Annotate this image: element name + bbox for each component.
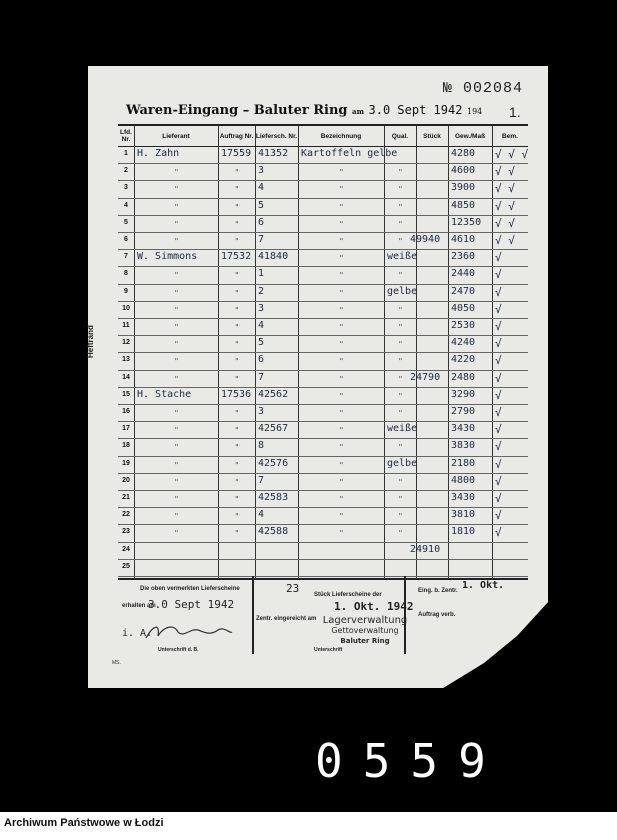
row-number: 2 — [124, 167, 128, 175]
cell-gewicht: 3810 — [451, 509, 476, 521]
header-col-liefersch: Liefersch. Nr. — [255, 132, 298, 140]
form-footer — [118, 576, 528, 654]
cell-qual: " — [398, 495, 403, 504]
cell-qual: " — [398, 357, 403, 367]
cell-auftrag: " — [234, 374, 240, 384]
cell-auftrag: " — [234, 495, 240, 504]
cell-bezeichnung: " — [339, 426, 344, 436]
cell-stueck: 24910 — [410, 543, 441, 555]
cell-qual: gelbe — [387, 285, 418, 297]
cell-auftrag: 17532 — [221, 251, 252, 263]
cell-qual: " — [398, 271, 403, 281]
cell-bezeichnung: " — [339, 357, 344, 367]
row-number: 13 — [122, 356, 130, 364]
row-number: 10 — [122, 304, 130, 312]
cell-qual: " — [398, 477, 403, 487]
cell-auftrag: " — [234, 288, 240, 298]
table-row — [118, 352, 528, 370]
cell-auftrag: " — [234, 460, 240, 470]
cell-liefersch: 42588 — [258, 526, 289, 538]
table-row — [118, 387, 528, 405]
cell-gewicht: 4850 — [451, 199, 476, 211]
cell-liefersch: 1 — [258, 268, 265, 280]
cell-gewicht: 2440 — [451, 268, 476, 280]
table-row — [118, 421, 528, 439]
cell-lieferant: H. Stache — [137, 388, 192, 400]
cell-bem: √ — [495, 474, 502, 488]
cell-lieferant: " — [174, 271, 179, 281]
row-number: 4 — [124, 201, 128, 209]
cell-bezeichnung: " — [339, 477, 344, 487]
table-row — [118, 370, 528, 388]
row-number: 21 — [122, 494, 130, 501]
table-row — [118, 559, 528, 577]
footer-submitted-date: 1. Okt. 1942 — [334, 600, 414, 613]
cell-bem: √ √ — [495, 234, 515, 247]
cell-bezeichnung: " — [339, 409, 344, 418]
film-frame-counter — [265, 716, 617, 802]
cell-gewicht: 3900 — [451, 182, 476, 194]
cell-bem: √ √ — [495, 165, 515, 179]
cell-lieferant: W. Simmons — [137, 251, 198, 263]
cell-bezeichnung: " — [339, 271, 344, 281]
table-row — [118, 318, 528, 336]
cell-gewicht: 2470 — [451, 285, 476, 297]
cell-stueck: 49940 — [410, 234, 441, 245]
row-number: 16 — [122, 408, 130, 415]
table-row — [118, 180, 528, 198]
cell-liefersch: 5 — [258, 337, 265, 349]
table-row — [118, 284, 528, 302]
table-row — [118, 198, 528, 216]
cell-gewicht: 3290 — [451, 388, 476, 400]
cell-bezeichnung: " — [339, 495, 344, 504]
cell-bem: √ √ √ — [495, 148, 529, 161]
cell-gewicht: 4220 — [451, 354, 476, 366]
cell-auftrag: 17536 — [221, 388, 252, 400]
header-col-lieferant: Lieferant — [162, 132, 190, 140]
table-row — [118, 301, 528, 319]
footer-central-receipt-date: 1. Okt. — [462, 580, 505, 591]
cell-bezeichnung: " — [339, 305, 344, 315]
cell-qual: " — [398, 391, 403, 401]
footer-received-date: 3.0 Sept 1942 — [148, 598, 235, 611]
cell-bem: √ — [495, 251, 502, 265]
stamp-line-1: Lagerverwaltung — [322, 615, 408, 626]
cell-bezeichnung: " — [339, 185, 344, 195]
cell-auftrag: " — [234, 512, 240, 522]
cell-lieferant: " — [174, 477, 179, 487]
header-col-bem: Bem. — [502, 132, 518, 140]
cell-auftrag: " — [234, 305, 240, 315]
cell-gewicht: 2180 — [451, 457, 476, 469]
footer-received-label: erhalten am — [122, 603, 156, 609]
cell-bem: √ — [495, 423, 502, 437]
cell-lieferant: " — [174, 237, 179, 246]
cell-liefersch: 4 — [258, 509, 265, 521]
stamp-line-3: Baluter Ring — [340, 637, 390, 645]
footer-slips-text: Stück Lieferscheine der — [314, 592, 382, 598]
cell-liefersch: 2 — [258, 285, 265, 297]
cell-auftrag: " — [234, 443, 240, 453]
cell-liefersch: 3 — [258, 406, 265, 417]
cell-gewicht: 12350 — [451, 216, 482, 228]
signature-prefix: i. A. — [122, 628, 153, 639]
cell-auftrag: " — [234, 323, 240, 332]
row-number: 14 — [122, 373, 130, 381]
cell-lieferant: " — [174, 409, 179, 418]
row-number: 22 — [122, 511, 130, 519]
row-number: 15 — [122, 390, 130, 398]
office-stamp — [310, 616, 420, 646]
table-row — [118, 249, 528, 267]
signature-caption: Unterschrift d. B. — [158, 647, 199, 653]
cell-lieferant: " — [174, 340, 179, 350]
row-number: 11 — [122, 322, 130, 329]
cell-bem: √ — [495, 457, 502, 471]
cell-bezeichnung: " — [339, 340, 344, 350]
archive-caption-strip — [0, 812, 617, 840]
cell-liefersch: 3 — [258, 302, 265, 314]
cell-liefersch: 4 — [258, 182, 265, 194]
cell-auftrag: " — [234, 357, 240, 367]
cell-gewicht: 4800 — [451, 474, 476, 486]
cell-liefersch: 42576 — [258, 457, 289, 469]
cell-qual: " — [398, 185, 403, 195]
margin-label: Heftrand — [86, 325, 95, 358]
frame-number: 0559 — [315, 734, 506, 788]
header-col-gewicht: Gew./Maß — [454, 132, 486, 140]
stamp-line-2: Gettoverwaltung — [331, 626, 399, 635]
cell-qual: " — [398, 340, 403, 350]
cell-qual: " — [398, 305, 403, 315]
cell-liefersch: 7 — [258, 371, 265, 383]
submission-signature-caption: Unterschrift — [314, 647, 343, 653]
table-row — [118, 266, 528, 284]
cell-gewicht: 4600 — [451, 165, 476, 177]
cell-auftrag: " — [234, 271, 240, 281]
table-row — [118, 146, 528, 164]
cell-qual: " — [398, 237, 403, 246]
cell-auftrag: " — [234, 529, 240, 539]
cell-bem: √ — [495, 492, 502, 505]
row-number: 8 — [124, 270, 128, 278]
row-number: 19 — [122, 459, 130, 467]
cell-lieferant: " — [174, 168, 179, 178]
cell-stueck: 24790 — [410, 371, 441, 383]
row-number: 3 — [124, 184, 128, 192]
table-row — [118, 456, 528, 474]
footer-slip-count: 23 — [286, 582, 300, 595]
row-number: 6 — [124, 236, 128, 243]
cell-auftrag: " — [234, 477, 240, 487]
row-number: 1 — [124, 150, 128, 157]
footer-order-label: Auftrag verb. — [418, 612, 456, 618]
cell-lieferant: " — [174, 443, 179, 453]
cell-gewicht: 2480 — [451, 371, 476, 383]
cell-liefersch: 42567 — [258, 423, 289, 435]
cell-liefersch: 42562 — [258, 388, 289, 400]
cell-qual: " — [398, 168, 403, 178]
footer-receipt-text: Die oben vermerkten Lieferscheine — [140, 586, 240, 592]
cell-lieferant: " — [174, 202, 179, 212]
cell-liefersch: 6 — [258, 354, 265, 366]
cell-qual: " — [398, 323, 403, 332]
goods-receipt-table — [118, 124, 528, 580]
cell-bezeichnung: " — [339, 323, 344, 332]
cell-gewicht: 2360 — [451, 251, 476, 263]
cell-qual: weiße — [387, 251, 418, 263]
cell-bezeichnung: " — [339, 391, 344, 401]
footer-central-receipt-label: Eing. b. Zentr. — [418, 588, 458, 594]
cell-auftrag: " — [234, 202, 240, 212]
cell-liefersch: 3 — [258, 165, 265, 177]
cell-bem: √ — [495, 371, 502, 385]
cell-lieferant: H. Zahn — [137, 148, 180, 159]
cell-liefersch: 7 — [258, 474, 265, 486]
cell-bezeichnung: Kartoffeln gelbe — [301, 148, 398, 159]
cell-auftrag: " — [234, 426, 240, 436]
cell-lieferant: " — [174, 426, 179, 436]
row-number: 20 — [122, 476, 130, 484]
cell-qual: " — [398, 374, 403, 384]
cell-bem: √ √ — [495, 199, 515, 213]
row-number: 18 — [122, 442, 130, 450]
cell-liefersch: 5 — [258, 199, 265, 211]
archive-name: Archiwum Państwowe w Łodzi — [4, 817, 164, 829]
cell-gewicht: 2530 — [451, 320, 476, 331]
cell-gewicht: 4280 — [451, 148, 476, 159]
header-col-auftrag: Auftrag Nr. — [219, 132, 254, 140]
year-suffix: 194 — [466, 107, 483, 116]
cell-lieferant: " — [174, 323, 179, 332]
cell-lieferant: " — [174, 219, 179, 229]
cell-qual: " — [398, 443, 403, 453]
row-number: 5 — [124, 218, 128, 226]
table-row — [118, 507, 528, 525]
cell-liefersch: 42583 — [258, 492, 289, 503]
cell-auftrag: " — [234, 185, 240, 195]
cell-bem: √ — [495, 337, 502, 351]
cell-gewicht: 1810 — [451, 526, 476, 538]
cell-bezeichnung: " — [339, 374, 344, 384]
cell-auftrag: " — [234, 409, 240, 418]
table-row — [118, 232, 528, 250]
cell-auftrag: 17559 — [221, 148, 252, 159]
cell-lieferant: " — [174, 305, 179, 315]
row-number: 25 — [122, 562, 130, 570]
cell-qual: weiße — [387, 423, 418, 435]
cell-lieferant: " — [174, 374, 179, 384]
table-row — [118, 404, 528, 422]
cell-bem: √ — [495, 320, 502, 333]
cell-bem: √ — [495, 406, 502, 419]
cell-liefersch: 6 — [258, 216, 265, 228]
row-number: 12 — [122, 339, 130, 347]
cell-bezeichnung: " — [339, 168, 344, 178]
cell-qual: " — [398, 529, 403, 539]
date-label: am — [352, 107, 364, 116]
cell-lieferant: " — [174, 495, 179, 504]
table-row — [118, 163, 528, 181]
handwritten-signature — [144, 622, 234, 644]
row-number: 7 — [124, 253, 128, 261]
cell-bezeichnung: " — [339, 254, 344, 264]
row-number: 17 — [122, 425, 130, 433]
table-row — [118, 473, 528, 491]
document-number: № 002084 — [443, 80, 524, 97]
cell-lieferant: " — [174, 185, 179, 195]
cell-bezeichnung: " — [339, 443, 344, 453]
cell-bezeichnung: " — [339, 512, 344, 522]
table-row — [118, 438, 528, 456]
cell-bezeichnung: " — [339, 237, 344, 246]
cell-bezeichnung: " — [339, 202, 344, 212]
row-number: 9 — [124, 287, 128, 295]
header-col-nr: Lfd. Nr. — [120, 129, 132, 143]
cell-bem: √ √ — [495, 182, 515, 196]
cell-bem: √ — [495, 440, 502, 454]
header-col-qual: Qual. — [391, 132, 409, 140]
cell-bem: √ — [495, 354, 502, 368]
cell-lieferant: " — [174, 460, 179, 470]
cell-bem: √ — [495, 388, 502, 402]
cell-bem: √ √ — [495, 216, 515, 230]
cell-gewicht: 3430 — [451, 423, 476, 435]
cell-gewicht: 4050 — [451, 302, 476, 314]
cell-bem: √ — [495, 302, 502, 316]
cell-gewicht: 4610 — [451, 234, 476, 245]
form-title-line — [126, 103, 482, 118]
cell-bem: √ — [495, 526, 502, 540]
cell-bezeichnung: " — [339, 288, 344, 298]
cell-lieferant: " — [174, 357, 179, 367]
form-title: Waren-Eingang – Baluter Ring — [126, 103, 348, 118]
cell-gewicht: 2790 — [451, 406, 476, 417]
header-col-stueck: Stück — [423, 132, 441, 140]
cell-bem: √ — [495, 268, 502, 282]
cell-lieferant: " — [174, 512, 179, 522]
cell-gewicht: 3430 — [451, 492, 476, 503]
cell-qual: gelbe — [387, 457, 418, 469]
cell-auftrag: " — [234, 219, 240, 229]
table-row — [118, 542, 528, 560]
table-row — [118, 524, 528, 542]
cell-qual: " — [398, 512, 403, 522]
cell-bezeichnung: " — [339, 460, 344, 470]
table-row — [118, 490, 528, 508]
cell-liefersch: 7 — [258, 234, 265, 245]
cell-qual: " — [398, 202, 403, 212]
cell-bem: √ — [495, 285, 502, 299]
cell-lieferant: " — [174, 529, 179, 539]
cell-auftrag: " — [234, 168, 240, 178]
cell-qual: " — [398, 219, 403, 229]
page-mark: 1. — [509, 104, 521, 120]
cell-liefersch: 8 — [258, 440, 265, 452]
cell-gewicht: 3830 — [451, 440, 476, 452]
cell-bem: √ — [495, 509, 502, 523]
table-row — [118, 335, 528, 353]
row-number: 24 — [122, 545, 130, 553]
cell-lieferant: " — [174, 288, 179, 298]
cell-bezeichnung: " — [339, 219, 344, 229]
cell-liefersch: 4 — [258, 320, 265, 331]
cell-gewicht: 4240 — [451, 337, 476, 349]
cell-liefersch: 41352 — [258, 148, 289, 159]
corner-mark: MS. — [112, 660, 121, 666]
cell-bezeichnung: " — [339, 529, 344, 539]
form-date: 3.0 Sept 1942 — [368, 103, 463, 117]
header-col-bezeichnung: Bezeichnung — [320, 132, 362, 140]
cell-auftrag: " — [234, 340, 240, 350]
footer-submitted-label: Zentr. eingereicht am — [256, 616, 317, 622]
table-row — [118, 215, 528, 233]
cell-liefersch: 41840 — [258, 251, 289, 263]
cell-auftrag: " — [234, 237, 240, 246]
cell-qual: " — [398, 409, 403, 418]
row-number: 23 — [122, 528, 130, 536]
